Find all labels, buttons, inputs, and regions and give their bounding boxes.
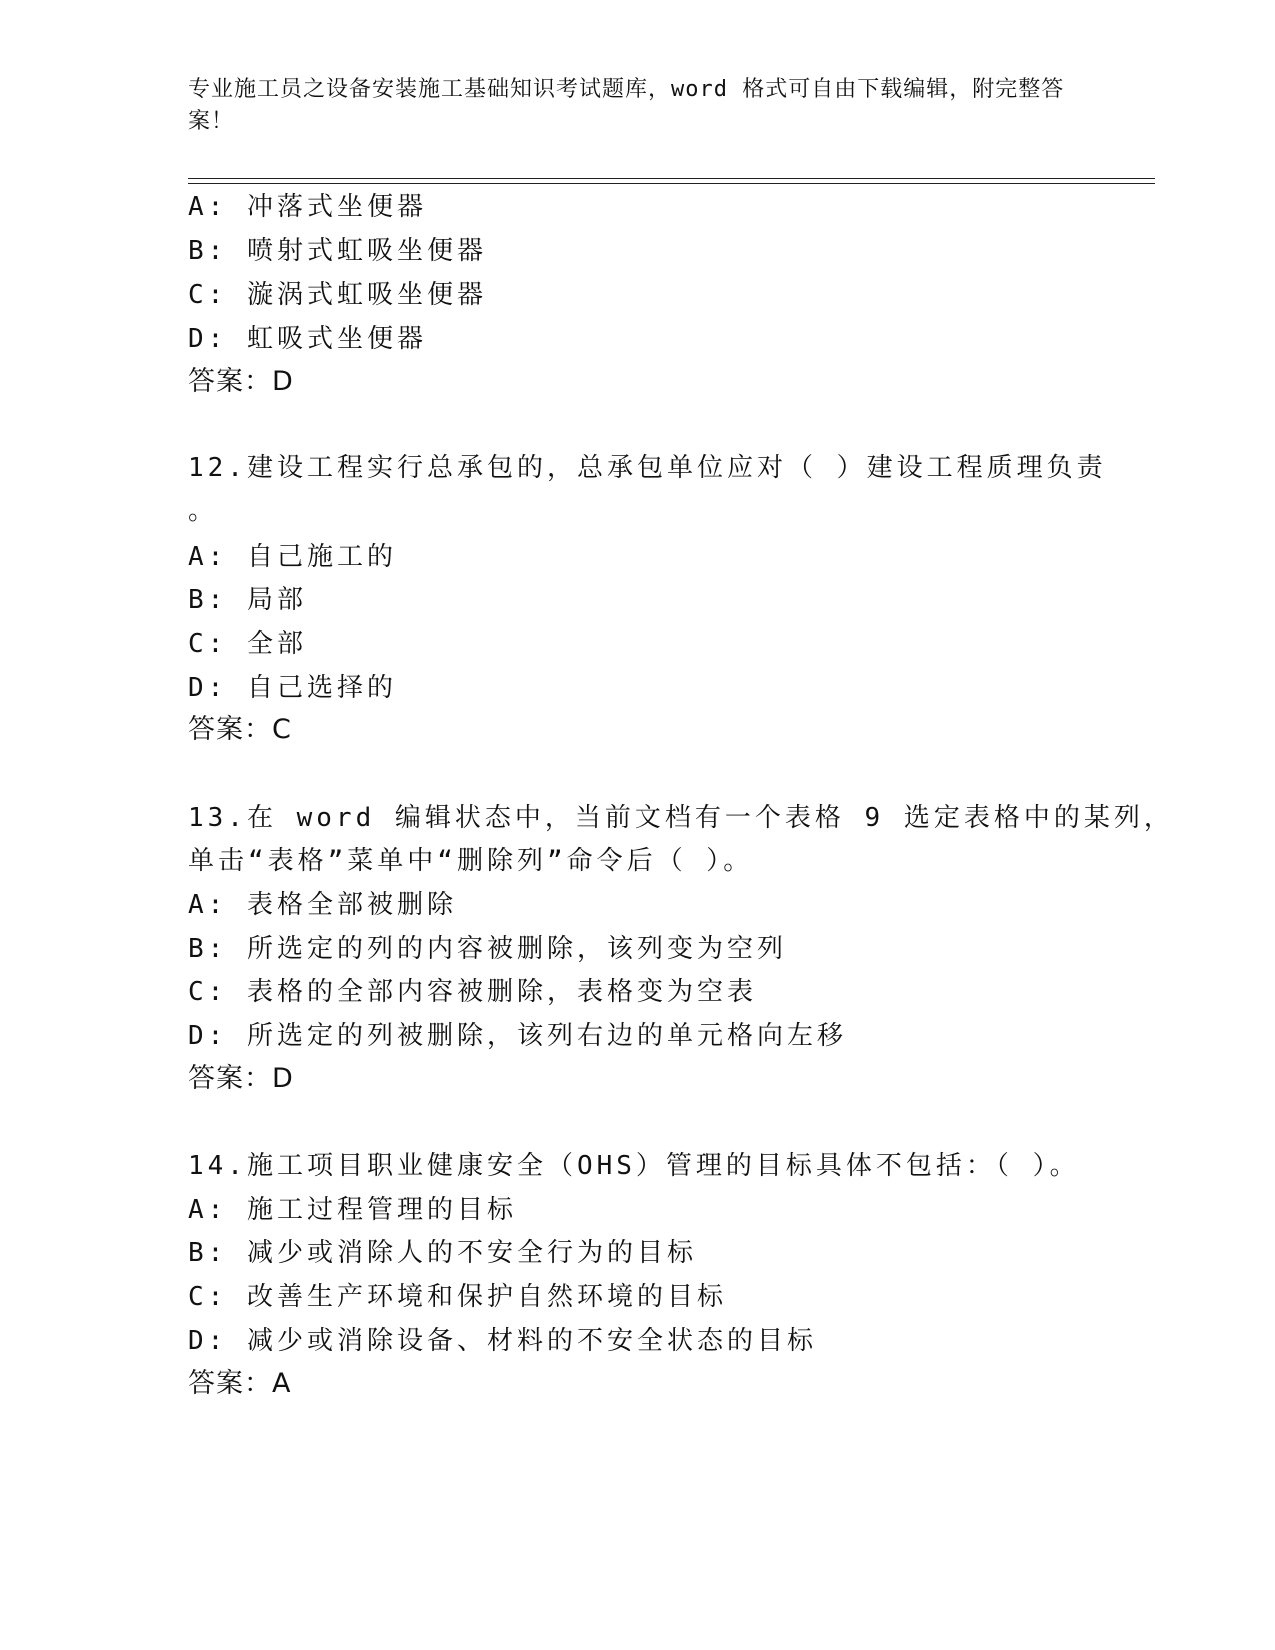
- q13-option-b: B: 所选定的列的内容被删除，该列变为空列: [188, 934, 787, 964]
- q13-question-line2: 单击“表格”菜单中“删除列”命令后（ ）。: [188, 846, 754, 876]
- q13-question-line1: 13.在 word 编辑状态中，当前文档有一个表格 9 选定表格中的某列，: [188, 803, 1174, 833]
- q12-question-line2: 。: [188, 496, 219, 526]
- q11-option-c: C: 漩涡式虹吸坐便器: [188, 280, 487, 310]
- q12-option-d: D: 自己选择的: [188, 673, 397, 703]
- q14-option-b: B: 减少或消除人的不安全行为的目标: [188, 1238, 697, 1268]
- q12-option-b: B: 局部: [188, 585, 307, 615]
- q11-option-b: B: 喷射式虹吸坐便器: [188, 236, 487, 266]
- q11-answer: 答案：D: [188, 366, 294, 397]
- q13-answer: 答案：D: [188, 1063, 294, 1094]
- q11-option-d: D: 虹吸式坐便器: [188, 324, 427, 354]
- q14-option-d: D: 减少或消除设备、材料的不安全状态的目标: [188, 1326, 817, 1356]
- q13-option-d: D: 所选定的列被删除，该列右边的单元格向左移: [188, 1021, 847, 1051]
- q12-answer: 答案：C: [188, 714, 292, 745]
- document-header: 专业施工员之设备安装施工基础知识考试题库，word 格式可自由下载编辑，附完整答案！: [188, 77, 1065, 134]
- q12-option-a: A: 自己施工的: [188, 542, 397, 572]
- q13-option-c: C: 表格的全部内容被删除，表格变为空表: [188, 977, 757, 1007]
- q14-option-c: C: 改善生产环境和保护自然环境的目标: [188, 1282, 727, 1312]
- q14-answer: 答案：A: [188, 1368, 292, 1399]
- q14-option-a: A: 施工过程管理的目标: [188, 1195, 517, 1225]
- q12-option-c: C: 全部: [188, 629, 307, 659]
- q13-option-a: A: 表格全部被删除: [188, 890, 457, 920]
- q14-question-line1: 14.施工项目职业健康安全（OHS）管理的目标具体不包括：（ ）。: [188, 1151, 1080, 1181]
- header-rule-top: [188, 178, 1155, 179]
- header-rule-bottom: [188, 183, 1155, 184]
- q12-question-line1: 12.建设工程实行总承包的，总承包单位应对（ ）建设工程质理负责: [188, 453, 1107, 483]
- q11-option-a: A: 冲落式坐便器: [188, 192, 427, 222]
